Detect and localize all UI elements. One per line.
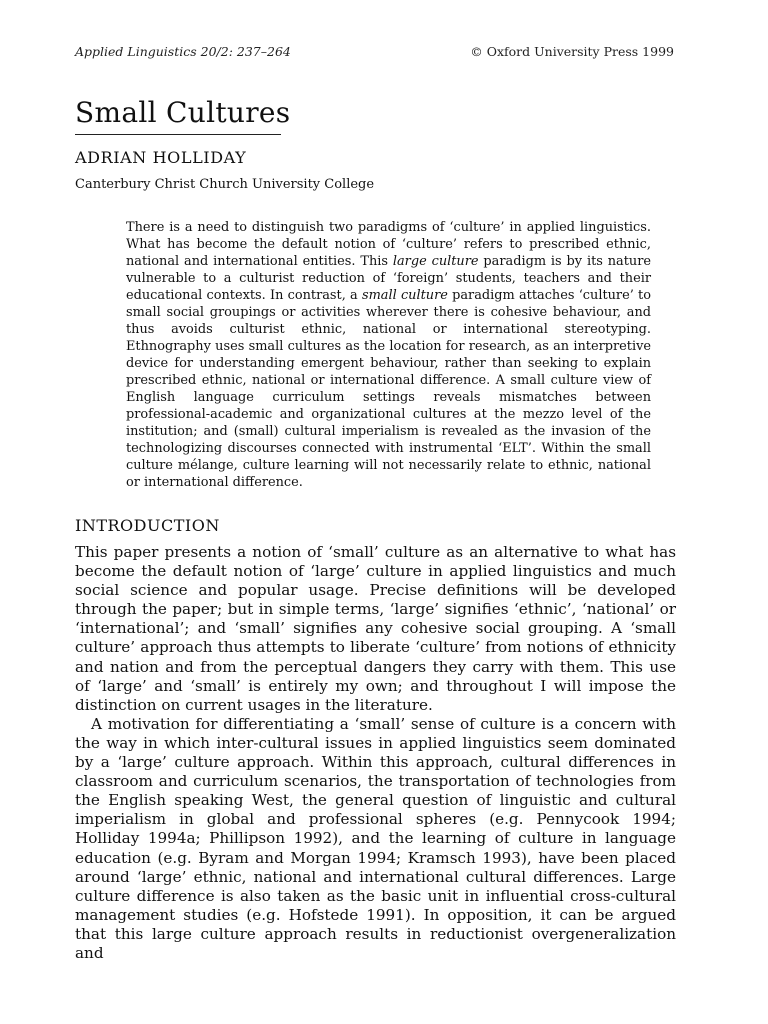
running-header: [75, 44, 674, 59]
journal-citation: Applied Linguistics 20/2: 237–264: [75, 44, 291, 59]
abstract-text-3: paradigm attaches ‘culture’ to small social groupings or activities wherever there is cohesive behaviour, and thus avoids culturist ethnic, national or international stereotyping. Ethnography uses small cultures as the location for research, as an interpretive device for understanding emergent behaviour, rather than seeking to explain prescribed ethnic, national or international difference. A small culture view of English language curriculum settings reveals mismatches between professional-academic and organizational cultures at the mezzo level of the institution; and (small) cultural imperialism is revealed as the invasion of the technologizing discourses connected with instrumental ‘ELT’. Within the small culture mélange, culture learning will not necessarily relate to ethnic, national or international difference.: [126, 288, 651, 490]
abstract-text-1: There is a need to distinguish two paradigms of ‘culture’ in applied linguistics. What has become the default notion of ‘culture’ refers to prescribed ethnic, national and international entities. This: [126, 220, 651, 269]
intro-paragraph-2: A motivation for differentiating a ‘small’ sense of culture is a concern with the way in which inter-cultural issues in applied linguistics seem dominated by a ‘large’ culture approach. Within this approach, cultural differences in classroom and curriculum scenarios, the transportation of technologies from the English speaking West, the general question of linguistic and cultural imperialism in global and professional spheres (e.g. Pennycook 1994; Holliday 1994a; Phillipson 1992), and the learning of culture in language education (e.g. Byram and Morgan 1994; Kramsch 1993), have been placed around ‘large’ ethnic, national and international cultural differences. Large culture difference is also taken as the basic unit in influential cross-cultural management studies (e.g. Hofstede 1991). In opposition, it can be argued that this large culture approach results in reductionist overgeneralization and: [75, 714, 676, 962]
abstract-italic-small-culture: small culture: [361, 288, 448, 303]
article-title: Small Cultures: [75, 96, 291, 129]
introduction-body: [75, 543, 676, 963]
copyright-notice: © Oxford University Press 1999: [470, 44, 674, 59]
section-heading-introduction: INTRODUCTION: [75, 516, 220, 535]
abstract: [126, 219, 651, 491]
abstract-text-2: paradigm is by its nature vulnerable to a culturist reduction of ‘foreign’ students, teachers and their educational contexts. In contrast, a: [126, 254, 652, 303]
author-name: ADRIAN HOLLIDAY: [75, 148, 247, 167]
author-affiliation: Canterbury Christ Church University College: [75, 177, 375, 192]
intro-paragraph-1: This paper presents a notion of ‘small’ culture as an alternative to what has become the default notion of ‘large’ culture in applied linguistics and much social science and popular usage. Precise definitions will be developed through the paper; but in simple terms, ‘large’ signifies ‘ethnic’, ‘national’ or ‘international’; and ‘small’ signifies any cohesive social grouping. A ‘small culture’ approach thus attempts to liberate ‘culture’ from notions of ethnicity and nation and from the perceptual dangers they carry with them. This use of ‘large’ and ‘small’ is entirely my own; and throughout I will impose the distinction on current usages in the literature.: [75, 543, 676, 714]
title-underline-divider: [75, 134, 281, 135]
abstract-italic-large-culture: large culture: [392, 254, 479, 269]
